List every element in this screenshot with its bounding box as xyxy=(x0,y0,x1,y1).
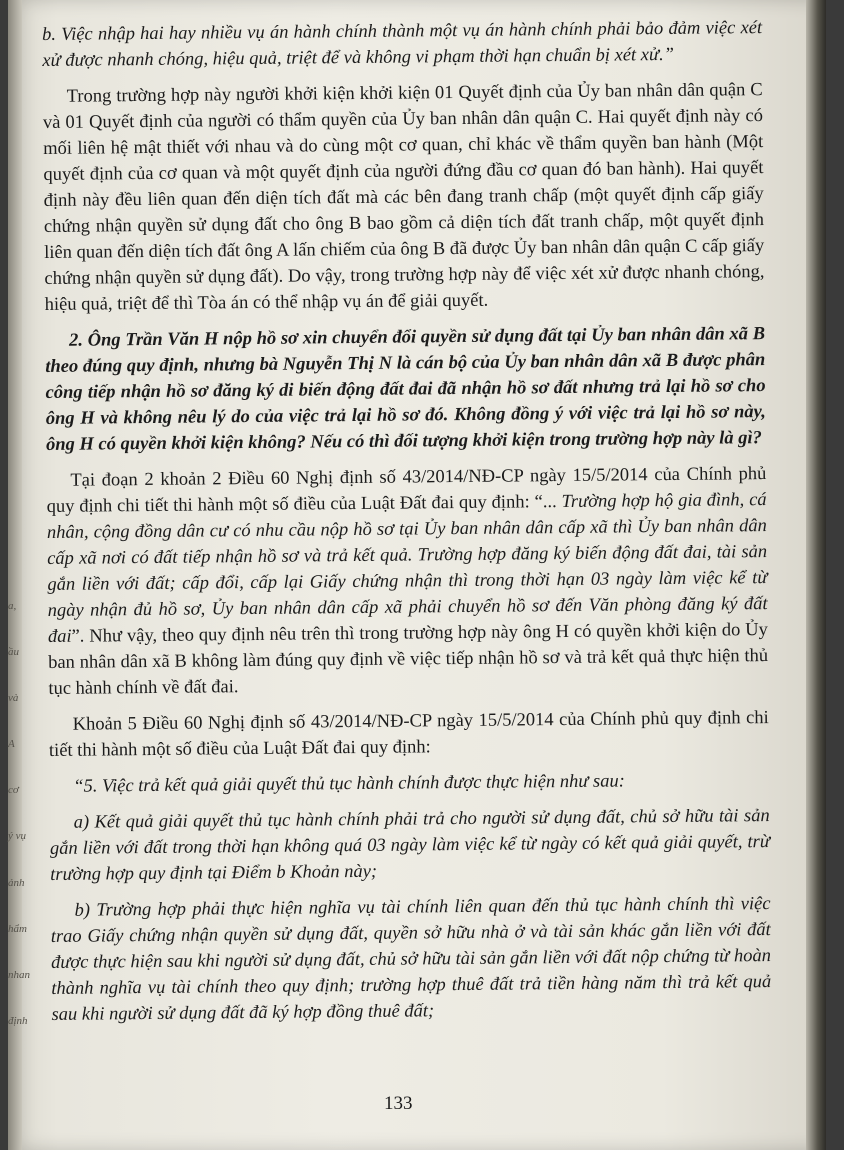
paragraph-question-2: 2. Ông Trần Văn H nộp hồ sơ xin chuyển đổi quyền sử dụng đất tại Ủy ban nhân dân xã B theo đúng quy định, nhưng bà Nguyễn Thị N là cán bộ của Ủy ban nhân dân xã B được phân công tiếp nhận hồ sơ đăng ký di biến động đất đai đã nhận hồ sơ đất nhưng trả lại hồ sơ cho ông H và không nêu lý do của việc trả lại hồ sơ đó. Không đồng ý với việc trả lại hồ sơ này, ông H có quyền khởi kiện không? Nếu có thì đối tượng khởi kiện trong trường hợp này là gì? xyxy=(45,324,766,455)
paragraph-answer-2 xyxy=(46,461,768,702)
answer-text-after: ”. Như vậy, theo quy định nêu trên thì trong trường hợp này ông H có quyền khởi kiện do Ủy ban nhân dân xã B không làm đúng quy định về việc tiếp nhận hồ sơ và trả kết quả thực hiện thủ tục hành chính về đất đai. xyxy=(48,620,769,699)
paragraph-clause-5-intro: Khoản 5 Điều 60 Nghị định số 43/2014/NĐ-CP ngày 15/5/2014 của Chính phủ quy định chi tiết thi hành một số điều của Luật Đất đai quy định: xyxy=(48,708,769,761)
margin-fragment: a, xyxy=(8,600,17,612)
margin-fragments xyxy=(8,600,30,1027)
book-page xyxy=(8,0,826,1150)
margin-fragment: A xyxy=(8,738,15,751)
margin-fragment: và xyxy=(8,692,19,705)
page-number: 133 xyxy=(384,1093,413,1114)
answer-text-before: Tại đoạn 2 khoản 2 Điều 60 Nghị định số 43/2014/NĐ-CP ngày 15/5/2014 của Chính phủ quy định chi tiết thi hành một số điều của Luật Đất đai quy định: “... xyxy=(46,464,767,517)
margin-fragment: hẩm xyxy=(8,922,27,935)
margin-fragment: ảnh xyxy=(8,876,25,889)
page-edge-shadow xyxy=(806,0,826,1150)
margin-fragment: ý vụ xyxy=(8,830,27,843)
margin-fragment: ầu xyxy=(8,646,19,659)
answer-text-quoted: Trường hợp hộ gia đình, cá nhân, cộng đồng dân cư có nhu cầu nộp hồ sơ tại Ủy ban nhân dân cấp xã thì Ủy ban nhân dân cấp xã nơi có đất tiếp nhận hồ sơ và trả kết quả. Trường hợp đăng ký biến động đất đai, tài sản gắn liền với đất; cấp đổi, cấp lại Giấy chứng nhận thì trong thời hạn 03 ngày làm việc kể từ ngày nhận đủ hồ sơ, Ủy ban nhân dân cấp xã phải chuyển hồ sơ đến Văn phòng đăng ký đất đai xyxy=(46,490,768,647)
page-body-text xyxy=(42,15,772,1038)
margin-fragment: định xyxy=(8,1014,28,1027)
paragraph-clause-5-heading: “5. Việc trả kết quả giải quyết thủ tục hành chính được thực hiện như sau: xyxy=(73,771,625,797)
paragraph-clause-5a: a) Kết quả giải quyết thủ tục hành chính phải trả cho người sử dụng đất, chủ sở hữu tài sản gắn liền với đất trong thời hạn không quá 03 ngày làm việc kể từ ngày có kết quả giải quyết, trừ trường hợp quy định tại Điểm b Khoản này; xyxy=(49,806,771,885)
paragraph-clause-5b: b) Trường hợp phải thực hiện nghĩa vụ tài chính liên quan đến thủ tục hành chính thì việc trao Giấy chứng nhận quyền sử dụng đất, quyền sở hữu nhà ở và tài sản khác gắn liền với đất được thực hiện sau khi người sử dụng đất, chủ sở hữu tài sản gắn liền với đất nộp chứng từ hoàn thành nghĩa vụ tài chính theo quy định; trường hợp thuê đất trả tiền hàng năm thì trả kết quả sau khi người sử dụng đất đã ký hợp đồng thuê đất; xyxy=(50,894,772,1025)
paragraph-quote-continuation: b. Việc nhập hai hay nhiều vụ án hành chính thành một vụ án hành chính phải bảo đảm việc xét xử được nhanh chóng, hiệu quả, triệt để và không vi phạm thời hạn chuẩn bị xét xử.” xyxy=(42,18,763,71)
margin-fragment: nhan xyxy=(8,968,30,981)
margin-fragment: cơ xyxy=(8,784,19,797)
paragraph-analysis: Trong trường hợp này người khởi kiện khởi kiện 01 Quyết định của Ủy ban nhân dân quận C và 01 Quyết định của người có thẩm quyền của Ủy ban nhân dân quận C. Hai quyết định này có mối liên hệ mật thiết với nhau và do cùng một cơ quan, chỉ khác về thẩm quyền ban hành (Một quyết định của cơ quan và một quyết định của người đứng đầu cơ quan đó ban hành). Hai quyết định này đều liên quan đến diện tích đất mà các bên đang tranh chấp (một quyết định cấp giấy chứng nhận quyền sử dụng đất cho ông B bao gồm cả diện tích đất tranh chấp, một quyết định liên quan đến diện tích đất ông A lấn chiếm của ông B đã được Ủy ban nhân dân quận C cấp giấy chứng nhận quyền sử dụng đất). Do vậy, trong trường hợp này để việc xét xử được nhanh chóng, hiệu quả, triệt để thì Tòa án có thể nhập vụ án để giải quyết. xyxy=(42,80,765,315)
